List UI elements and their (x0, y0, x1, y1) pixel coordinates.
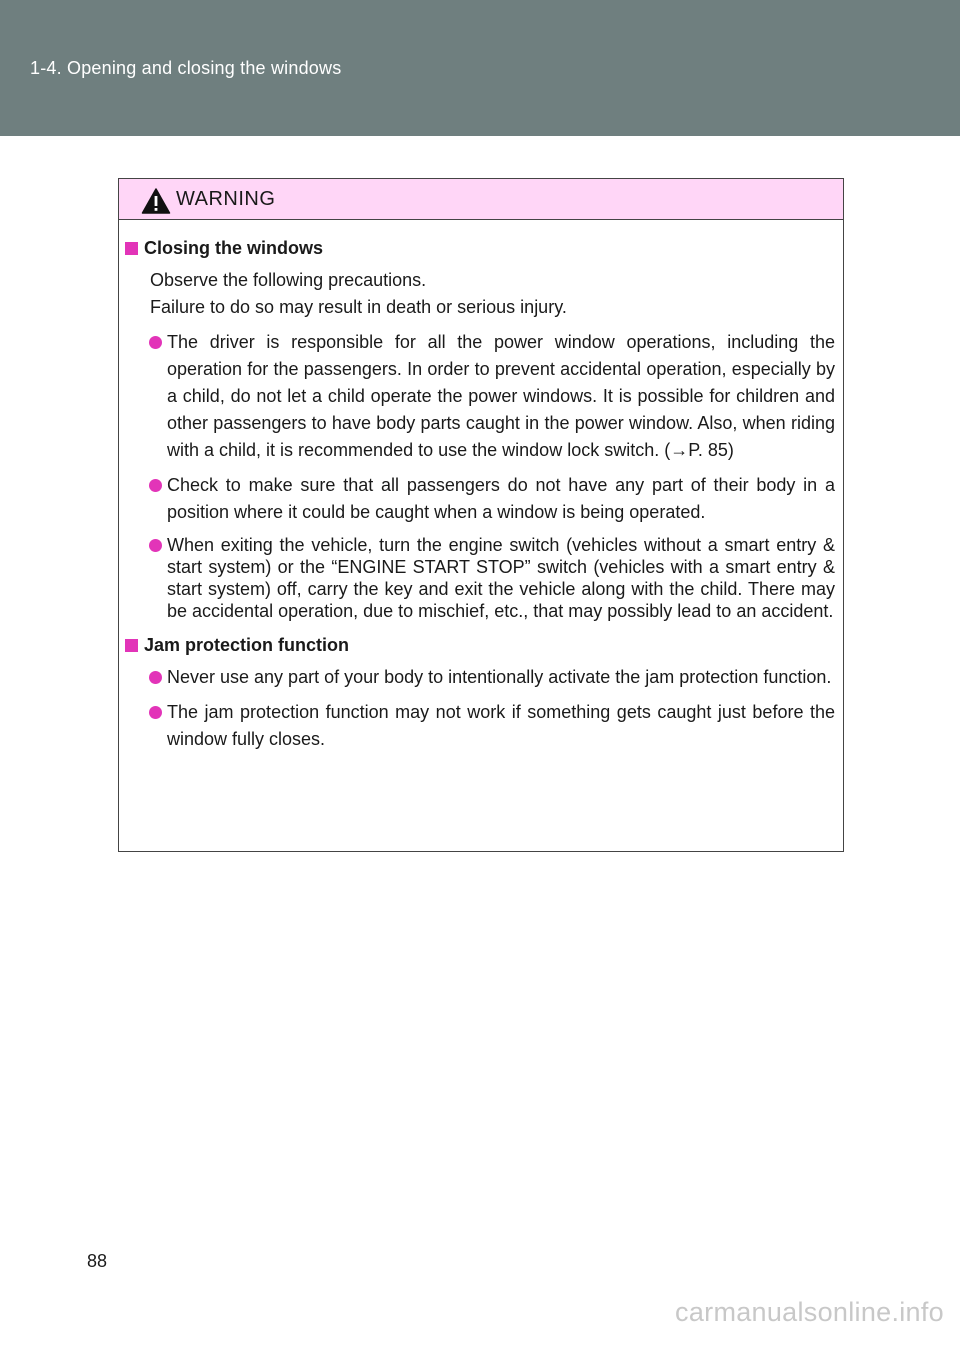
list-item-text: Never use any part of your body to intentionally activate the jam protection function. (167, 667, 832, 687)
circle-bullet-icon (149, 539, 162, 552)
warning-header (119, 179, 843, 220)
list-item-text: The jam protection function may not work if something gets caught just before the window fully closes. (167, 702, 835, 749)
intro-line: Failure to do so may result in death or serious injury. (150, 297, 567, 317)
circle-bullet-icon (149, 706, 162, 719)
section-heading (125, 233, 835, 263)
square-bullet-icon (125, 242, 138, 255)
circle-bullet-icon (149, 336, 162, 349)
warning-label: WARNING (176, 188, 276, 210)
section-intro (125, 267, 835, 321)
intro-line: Observe the following precautions. (150, 270, 427, 290)
list-item-text: Check to make sure that all passengers do not have any part of their body in a position where it could be caught when a window is being operated. (167, 475, 835, 522)
list-item (125, 534, 835, 622)
circle-bullet-icon (149, 671, 162, 684)
list-item (125, 664, 835, 691)
section-heading (125, 630, 835, 660)
list-item-text: The driver is responsible for all the power window operations, including the operation for the passengers. In order to prevent accidental operation, especially by a child, do not let a child operate the power windows. It is possible for children and other passengers to have body parts caught in the power window. Also, when riding with a child, it is recommended to use the window lock switch. (→P. 85) (167, 332, 835, 460)
warning-box (118, 178, 844, 852)
list-item-text: When exiting the vehicle, turn the engine switch (vehicles without a smart entry & start system) or the “ENGINE START STOP” switch (vehicles with a smart entry & start system) off, carry the key and exit the vehicle along with the child. There may be accidental operation, due to mischief, etc., that may possibly lead to an accident. (167, 535, 835, 621)
header-band (0, 0, 960, 136)
section-jam-protection (125, 630, 835, 753)
watermark: carmanualsonline.info (675, 1297, 944, 1327)
warning-triangle-icon (141, 187, 171, 215)
circle-bullet-icon (149, 479, 162, 492)
section-closing-windows (125, 233, 835, 622)
section-heading-text: Jam protection function (144, 635, 350, 655)
warning-body (119, 220, 843, 753)
section-title: 1-4. Opening and closing the windows (30, 58, 342, 78)
list-item (125, 329, 835, 464)
list-item (125, 699, 835, 753)
page-number: 88 (87, 1251, 108, 1271)
list-item (125, 472, 835, 526)
square-bullet-icon (125, 639, 138, 652)
section-heading-text: Closing the windows (144, 238, 323, 258)
